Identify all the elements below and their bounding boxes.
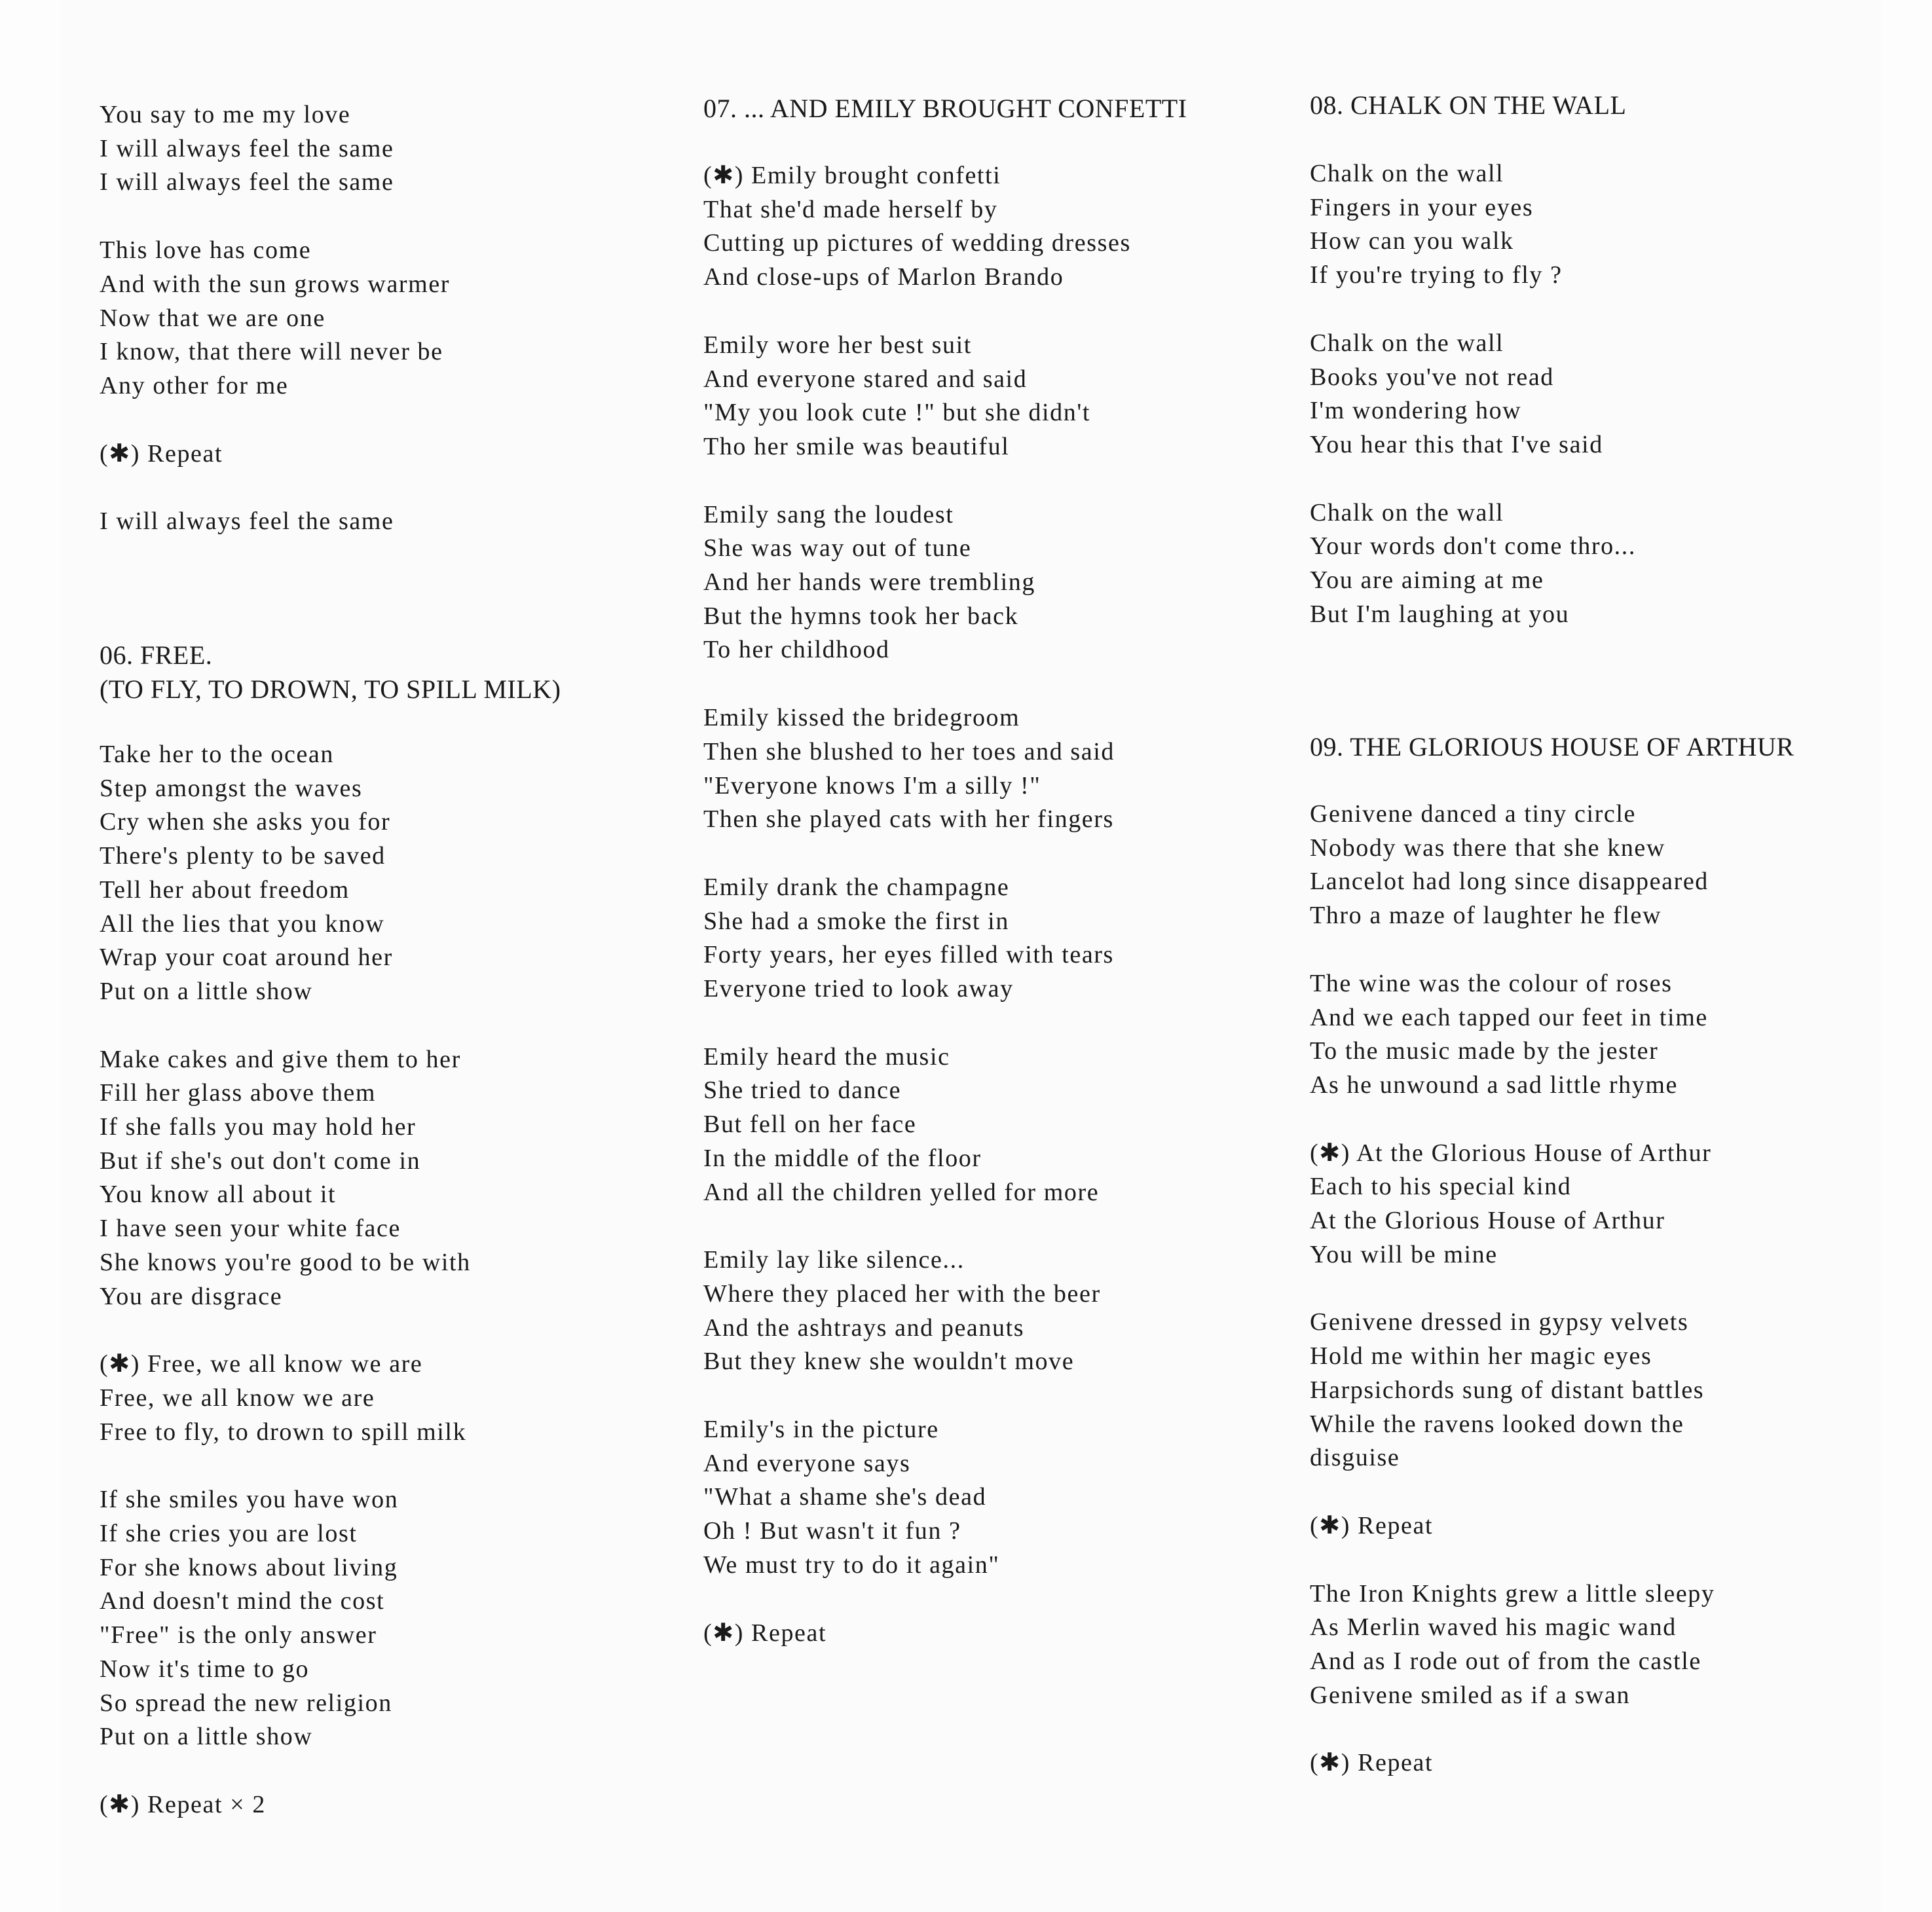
lyric-line: Books you've not read — [1310, 363, 1554, 391]
lyric-line: Wrap your coat around her — [100, 944, 393, 972]
song-title: 09. THE GLORIOUS HOUSE OF ARTHUR — [1310, 732, 1794, 762]
lyric-line: And we each tapped our feet in time — [1310, 1003, 1708, 1031]
lyric-line: And all the children yelled for more — [703, 1178, 1100, 1206]
lyric-line: And the ashtrays and peanuts — [703, 1314, 1025, 1342]
lyric-line: Free to fly, to drown to spill milk — [100, 1418, 467, 1446]
lyric-line: Harpsichords sung of distant battles — [1310, 1376, 1705, 1404]
lyric-line: Emily lay like silence... — [703, 1246, 965, 1274]
lyric-line: Emily sang the loudest — [703, 500, 954, 528]
lyric-line: And as I rode out of from the castle — [1310, 1647, 1701, 1675]
lyric-line: While the ravens looked down the — [1310, 1410, 1684, 1438]
lyric-line: Genivene dressed in gypsy velvets — [1310, 1308, 1689, 1336]
lyric-line: She knows you're good to be with — [100, 1248, 471, 1276]
lyric-line: All the lies that you know — [100, 910, 385, 938]
lyric-line: (✱) Emily brought confetti — [703, 162, 1001, 189]
lyric-line: Free, we all know we are — [100, 1384, 375, 1412]
song-title: 08. CHALK ON THE WALL — [1310, 90, 1627, 120]
lyric-line: As he unwound a sad little rhyme — [1310, 1071, 1678, 1099]
lyric-line: She had a smoke the first in — [703, 907, 1009, 935]
lyric-line: Genivene smiled as if a swan — [1310, 1681, 1631, 1709]
lyric-line: Now that we are one — [100, 304, 325, 332]
lyric-line: The wine was the colour of roses — [1310, 969, 1673, 997]
lyric-line: (✱) Repeat — [703, 1619, 827, 1647]
lyric-line: Make cakes and give them to her — [100, 1045, 461, 1073]
lyric-line: But fell on her face — [703, 1111, 917, 1139]
song-title: (TO FLY, TO DROWN, TO SPILL MILK) — [100, 674, 561, 704]
lyric-line: In the middle of the floor — [703, 1144, 982, 1172]
lyric-line: "Everyone knows I'm a silly !" — [703, 771, 1041, 800]
lyric-line: Tho her smile was beautiful — [703, 432, 1010, 460]
lyric-line: "My you look cute !" but she didn't — [703, 399, 1090, 427]
lyric-line: If she smiles you have won — [100, 1486, 399, 1514]
lyric-line: Chalk on the wall — [1310, 498, 1504, 526]
lyric-line: But the hymns took her back — [703, 602, 1019, 630]
lyric-line: To the music made by the jester — [1310, 1037, 1659, 1065]
lyric-line: (✱) At the Glorious House of Arthur — [1310, 1139, 1712, 1167]
lyric-line: Take her to the ocean — [100, 741, 334, 768]
lyric-line: I will always feel the same — [100, 134, 394, 162]
lyric-line: So spread the new religion — [100, 1689, 392, 1717]
lyric-line: Your words don't come thro... — [1310, 532, 1636, 561]
lyric-line: Nobody was there that she knew — [1310, 834, 1665, 862]
lyric-line: She was way out of tune — [703, 534, 972, 562]
lyric-line: "Free" is the only answer — [100, 1621, 377, 1649]
lyric-line: She tried to dance — [703, 1076, 902, 1105]
lyric-line: You say to me my love — [100, 101, 351, 128]
lyric-line: Cutting up pictures of wedding dresses — [703, 229, 1131, 257]
lyric-line: Emily kissed the bridegroom — [703, 704, 1020, 732]
lyric-line: And her hands were trembling — [703, 568, 1035, 596]
lyric-line: Any other for me — [100, 371, 289, 399]
lyric-line: Emily's in the picture — [703, 1416, 939, 1443]
lyric-line: Emily drank the champagne — [703, 873, 1010, 901]
lyric-line: The Iron Knights grew a little sleepy — [1310, 1579, 1715, 1608]
lyric-line: (✱) Repeat — [1310, 1749, 1434, 1777]
lyric-line: Chalk on the wall — [1310, 160, 1504, 187]
lyric-line: Tell her about freedom — [100, 875, 350, 904]
lyric-line: There's plenty to be saved — [100, 842, 386, 870]
lyric-line: Oh ! But wasn't it fun ? — [703, 1517, 961, 1545]
lyric-line: disguise — [1310, 1444, 1400, 1472]
lyric-line: Cry when she asks you for — [100, 808, 391, 836]
lyric-line: You are disgrace — [100, 1282, 283, 1310]
lyric-line: For she knows about living — [100, 1553, 398, 1581]
lyric-line: Chalk on the wall — [1310, 329, 1504, 357]
lyric-line: If she falls you may hold her — [100, 1113, 417, 1141]
lyric-line: Put on a little show — [100, 977, 313, 1005]
lyric-line: And everyone says — [703, 1449, 911, 1477]
lyric-line: I will always feel the same — [100, 168, 394, 196]
lyric-line: (✱) Repeat — [100, 439, 223, 468]
lyric-line: You know all about it — [100, 1181, 337, 1209]
lyric-line: I have seen your white face — [100, 1215, 401, 1243]
lyric-line: Hold me within her magic eyes — [1310, 1342, 1652, 1370]
lyric-line: We must try to do it again" — [703, 1551, 1000, 1579]
lyric-line: Where they placed her with the beer — [703, 1279, 1101, 1308]
lyric-line: (✱) Free, we all know we are — [100, 1350, 423, 1378]
lyric-line: And with the sun grows warmer — [100, 270, 451, 298]
song-title: 06. FREE. — [100, 640, 213, 670]
lyric-line: That she'd made herself by — [703, 195, 998, 223]
lyric-line: Emily heard the music — [703, 1042, 950, 1071]
lyric-line: Each to his special kind — [1310, 1173, 1572, 1201]
lyric-line: Then she blushed to her toes and said — [703, 737, 1115, 765]
lyric-line: Lancelot had long since disappeared — [1310, 868, 1709, 896]
lyric-line: Put on a little show — [100, 1723, 313, 1751]
song-title: 07. ... AND EMILY BROUGHT CONFETTI — [703, 94, 1187, 123]
lyric-line: I'm wondering how — [1310, 397, 1522, 425]
lyric-line: And doesn't mind the cost — [100, 1587, 385, 1615]
lyric-line: Step amongst the waves — [100, 774, 363, 802]
lyric-line: But they knew she wouldn't move — [703, 1348, 1075, 1376]
lyric-line: I will always feel the same — [100, 507, 394, 536]
lyric-line: If you're trying to fly ? — [1310, 261, 1563, 289]
lyric-line: Thro a maze of laughter he flew — [1310, 902, 1662, 930]
lyric-line: To her childhood — [703, 636, 890, 664]
lyric-line: And close-ups of Marlon Brando — [703, 263, 1064, 291]
lyric-line: But I'm laughing at you — [1310, 600, 1570, 628]
lyric-line: "What a shame she's dead — [703, 1483, 987, 1511]
lyric-line: Then she played cats with her fingers — [703, 805, 1114, 834]
lyric-line: Genivene danced a tiny circle — [1310, 800, 1636, 828]
lyric-line: How can you walk — [1310, 227, 1514, 255]
lyric-line: This love has come — [100, 236, 312, 265]
lyric-line: Now it's time to go — [100, 1655, 310, 1683]
lyric-line: Emily wore her best suit — [703, 331, 972, 359]
lyric-line: (✱) Repeat × 2 — [100, 1790, 266, 1818]
lyric-line: I know, that there will never be — [100, 338, 443, 366]
lyric-line: And everyone stared and said — [703, 365, 1028, 393]
lyric-line: You hear this that I've said — [1310, 430, 1603, 458]
lyric-line: (✱) Repeat — [1310, 1511, 1434, 1539]
lyric-line: Everyone tried to look away — [703, 975, 1014, 1002]
lyric-line: At the Glorious House of Arthur — [1310, 1207, 1665, 1234]
lyric-line: Fingers in your eyes — [1310, 193, 1534, 221]
lyric-line: You are aiming at me — [1310, 566, 1544, 594]
lyric-line: Forty years, her eyes filled with tears — [703, 941, 1114, 969]
lyric-line: If she cries you are lost — [100, 1520, 358, 1547]
lyric-line: Fill her glass above them — [100, 1079, 377, 1107]
lyric-line: But if she's out don't come in — [100, 1147, 421, 1175]
lyric-line: You will be mine — [1310, 1240, 1498, 1268]
lyric-line: As Merlin waved his magic wand — [1310, 1613, 1677, 1642]
